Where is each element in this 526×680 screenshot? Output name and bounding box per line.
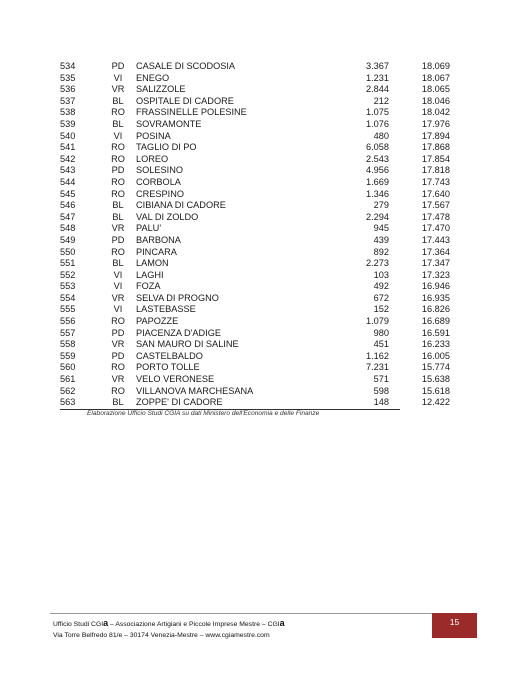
municipality-cell: SOVRAMONTE bbox=[136, 118, 202, 129]
value-cell: 16.591 bbox=[421, 327, 450, 338]
municipality-cell: SOLESINO bbox=[136, 165, 183, 176]
province-cell: VR bbox=[111, 223, 125, 234]
municipality-cell: SAN MAURO DI SALINE bbox=[136, 339, 239, 350]
value-cell: 17.818 bbox=[421, 165, 450, 176]
cgia-logo-letter: a bbox=[103, 618, 109, 628]
source-note: Elaborazione Ufficio Studi CGIA su dati Ministero dell'Economia e delle Finanze bbox=[87, 410, 320, 417]
municipality-cell: CRESPINO bbox=[136, 188, 184, 199]
municipality-cell: VAL DI ZOLDO bbox=[136, 211, 199, 222]
value-cell: 17.347 bbox=[421, 258, 450, 269]
rank-cell: 535 bbox=[60, 72, 76, 83]
value-cell: 16.005 bbox=[421, 350, 450, 361]
province-cell: PD bbox=[111, 61, 125, 71]
value-cell: 17.894 bbox=[421, 130, 450, 141]
table-row bbox=[60, 142, 450, 154]
population-cell: 1.669 bbox=[366, 176, 389, 187]
municipality-cell: FOZA bbox=[136, 281, 161, 292]
table-row bbox=[60, 61, 450, 73]
rank-cell: 558 bbox=[60, 339, 76, 350]
rank-cell: 562 bbox=[60, 385, 76, 396]
table-row bbox=[60, 246, 450, 259]
footer-divider bbox=[50, 613, 432, 614]
table-row bbox=[60, 107, 450, 119]
municipality-cell: OSPITALE DI CADORE bbox=[136, 95, 234, 106]
province-cell: BL bbox=[112, 118, 124, 129]
table-row bbox=[60, 269, 450, 282]
table-row bbox=[60, 200, 450, 212]
value-cell: 17.478 bbox=[421, 211, 450, 222]
footer-line-1 bbox=[53, 618, 285, 630]
population-cell: 598 bbox=[373, 385, 389, 396]
province-cell: PD bbox=[111, 234, 125, 245]
province-cell: BL bbox=[112, 95, 124, 106]
population-cell: 2.273 bbox=[366, 258, 389, 269]
rank-cell: 553 bbox=[60, 281, 76, 292]
municipality-cell: CIBIANA DI CADORE bbox=[136, 200, 226, 211]
table-row bbox=[60, 153, 450, 166]
population-cell: 7.231 bbox=[366, 362, 389, 373]
value-cell: 18.046 bbox=[421, 95, 450, 106]
value-cell: 17.854 bbox=[421, 153, 450, 164]
municipality-cell: PAPOZZE bbox=[136, 316, 179, 327]
province-cell: PD bbox=[111, 327, 125, 338]
value-cell: 15.638 bbox=[421, 374, 450, 385]
table-row bbox=[60, 165, 450, 177]
rank-cell: 542 bbox=[60, 153, 76, 164]
population-cell: 4.956 bbox=[366, 165, 389, 176]
municipality-cell: PINCARA bbox=[136, 246, 177, 257]
province-cell: BL bbox=[112, 211, 124, 222]
table-row bbox=[60, 362, 450, 374]
cgia-logo-letter: a bbox=[279, 618, 285, 628]
municipality-cell: SALIZZOLE bbox=[136, 84, 186, 95]
municipality-cell: VELO VERONESE bbox=[136, 374, 215, 385]
table-row bbox=[60, 304, 450, 316]
table-row bbox=[60, 188, 450, 201]
province-cell: RO bbox=[111, 153, 125, 164]
rank-cell: 540 bbox=[60, 130, 76, 141]
municipality-cell: CORBOLA bbox=[136, 176, 181, 187]
value-cell: 17.640 bbox=[421, 188, 450, 199]
province-cell: RO bbox=[111, 188, 125, 199]
rank-cell: 552 bbox=[60, 269, 76, 280]
municipality-cell: POSINA bbox=[136, 130, 171, 141]
footer bbox=[53, 618, 285, 641]
page-number: 15 bbox=[432, 613, 477, 638]
population-cell: 1.346 bbox=[366, 188, 389, 199]
table-row bbox=[60, 234, 450, 247]
population-cell: 1.079 bbox=[366, 316, 389, 327]
province-cell: RO bbox=[111, 362, 125, 373]
rank-cell: 544 bbox=[60, 176, 76, 187]
rank-cell: 545 bbox=[60, 188, 76, 199]
municipality-cell: LOREO bbox=[136, 153, 169, 164]
population-cell: 212 bbox=[373, 95, 389, 106]
rank-cell: 536 bbox=[60, 84, 76, 95]
footer-org-middle: – Associazione Artigiani e Piccole Imprese Mestre – CGI bbox=[108, 621, 280, 628]
province-cell: VI bbox=[113, 130, 123, 141]
population-cell: 892 bbox=[373, 246, 389, 257]
province-cell: RO bbox=[111, 176, 125, 187]
province-cell: RO bbox=[111, 316, 125, 327]
value-cell: 12.422 bbox=[421, 397, 450, 408]
table-row bbox=[60, 374, 450, 386]
province-cell: VI bbox=[113, 304, 123, 315]
population-cell: 1.075 bbox=[366, 107, 389, 118]
value-cell: 18.067 bbox=[421, 72, 450, 83]
municipality-cell: PORTO TOLLE bbox=[136, 362, 200, 373]
population-cell: 980 bbox=[373, 327, 389, 338]
rank-cell: 559 bbox=[60, 350, 76, 361]
population-cell: 2.844 bbox=[366, 84, 389, 95]
population-cell: 1.162 bbox=[366, 350, 389, 361]
table-row bbox=[60, 339, 450, 351]
municipality-cell: FRASSINELLE POLESINE bbox=[136, 107, 247, 118]
table-row bbox=[60, 292, 450, 305]
population-cell: 1.231 bbox=[366, 72, 389, 83]
province-cell: BL bbox=[112, 397, 124, 408]
province-cell: VR bbox=[111, 84, 125, 95]
table-row bbox=[60, 397, 450, 410]
value-cell: 17.470 bbox=[421, 223, 450, 234]
province-cell: RO bbox=[111, 107, 125, 118]
table-row bbox=[60, 72, 450, 85]
municipality-cell: PALU' bbox=[136, 223, 162, 234]
province-cell: BL bbox=[112, 200, 124, 211]
value-cell: 17.976 bbox=[421, 118, 450, 129]
province-cell: VI bbox=[113, 281, 123, 292]
rank-cell: 541 bbox=[60, 142, 76, 153]
population-cell: 439 bbox=[373, 234, 389, 245]
province-cell: VR bbox=[111, 292, 125, 303]
value-cell: 17.743 bbox=[421, 176, 450, 187]
municipality-cell: TAGLIO DI PO bbox=[136, 142, 197, 153]
value-cell: 18.042 bbox=[421, 107, 450, 118]
value-cell: 17.323 bbox=[421, 269, 450, 280]
province-cell: RO bbox=[111, 246, 125, 257]
municipality-cell: CASALE DI SCODOSIA bbox=[136, 61, 236, 71]
population-cell: 148 bbox=[373, 397, 389, 408]
population-cell: 945 bbox=[373, 223, 389, 234]
table-row bbox=[60, 130, 450, 143]
municipality-cell: LASTEBASSE bbox=[136, 304, 196, 315]
population-cell: 6.058 bbox=[366, 142, 389, 153]
rank-cell: 538 bbox=[60, 107, 76, 118]
province-cell: VI bbox=[113, 72, 123, 83]
municipality-cell: PIACENZA D'ADIGE bbox=[136, 327, 221, 338]
province-cell: BL bbox=[112, 258, 124, 269]
value-cell: 17.868 bbox=[421, 142, 450, 153]
table-row bbox=[60, 258, 450, 270]
footer-line-2: Via Torre Belfredo 81/e – 30174 Venezia-Mestre – www.cgiamestre.com bbox=[53, 632, 270, 639]
population-cell: 2.294 bbox=[366, 211, 389, 222]
population-cell: 103 bbox=[373, 269, 389, 280]
rank-cell: 551 bbox=[60, 258, 76, 269]
value-cell: 16.935 bbox=[421, 292, 450, 303]
rank-cell: 537 bbox=[60, 95, 76, 106]
table-row bbox=[60, 385, 450, 398]
province-cell: VR bbox=[111, 339, 125, 350]
rank-cell: 561 bbox=[60, 374, 76, 385]
population-cell: 480 bbox=[373, 130, 389, 141]
municipality-cell: VILLANOVA MARCHESANA bbox=[136, 385, 254, 396]
population-cell: 2.543 bbox=[366, 153, 389, 164]
province-cell: VR bbox=[111, 374, 125, 385]
rank-cell: 554 bbox=[60, 292, 76, 303]
table-row bbox=[60, 211, 450, 224]
rank-cell: 557 bbox=[60, 327, 76, 338]
population-cell: 492 bbox=[373, 281, 389, 292]
rank-cell: 546 bbox=[60, 200, 76, 211]
municipality-cell: ENEGO bbox=[136, 72, 170, 83]
rank-cell: 543 bbox=[60, 165, 76, 176]
value-cell: 17.443 bbox=[421, 234, 450, 245]
value-cell: 17.567 bbox=[421, 200, 450, 211]
table-row bbox=[60, 223, 450, 235]
rank-cell: 555 bbox=[60, 304, 76, 315]
table-row bbox=[60, 95, 450, 108]
table-row bbox=[60, 327, 450, 340]
footer-org-prefix: Ufficio Studi CGI bbox=[53, 621, 104, 628]
population-cell: 672 bbox=[373, 292, 389, 303]
province-cell: VI bbox=[113, 269, 123, 280]
value-cell: 16.689 bbox=[421, 316, 450, 327]
province-cell: RO bbox=[111, 385, 125, 396]
rank-cell: 560 bbox=[60, 362, 76, 373]
value-cell: 15.774 bbox=[421, 362, 450, 373]
rank-cell: 539 bbox=[60, 118, 76, 129]
population-cell: 451 bbox=[373, 339, 389, 350]
rank-cell: 550 bbox=[60, 246, 76, 257]
table-row bbox=[60, 281, 450, 293]
value-cell: 15.618 bbox=[421, 385, 450, 396]
table-row bbox=[60, 350, 450, 363]
value-cell: 17.364 bbox=[421, 246, 450, 257]
table-row bbox=[60, 118, 450, 131]
value-cell: 18.069 bbox=[421, 61, 450, 71]
municipality-cell: SELVA DI PROGNO bbox=[136, 292, 219, 303]
value-cell: 16.233 bbox=[421, 339, 450, 350]
population-cell: 3.367 bbox=[366, 61, 389, 71]
rank-cell: 547 bbox=[60, 211, 76, 222]
rank-cell: 563 bbox=[60, 397, 76, 408]
province-cell: RO bbox=[111, 142, 125, 153]
municipality-cell: BARBONA bbox=[136, 234, 181, 245]
population-cell: 1.076 bbox=[366, 118, 389, 129]
province-cell: PD bbox=[111, 350, 125, 361]
value-cell: 16.946 bbox=[421, 281, 450, 292]
table-row bbox=[60, 84, 450, 96]
value-cell: 18.065 bbox=[421, 84, 450, 95]
rank-cell: 534 bbox=[60, 61, 76, 71]
province-cell: PD bbox=[111, 165, 125, 176]
table-row bbox=[60, 176, 450, 189]
value-cell: 16.826 bbox=[421, 304, 450, 315]
municipality-cell: ZOPPE' DI CADORE bbox=[136, 397, 223, 408]
municipality-cell: LAGHI bbox=[136, 269, 164, 280]
population-cell: 571 bbox=[373, 374, 389, 385]
table-row bbox=[60, 316, 450, 328]
rank-cell: 556 bbox=[60, 316, 76, 327]
population-cell: 152 bbox=[373, 304, 389, 315]
ranking-table bbox=[60, 61, 450, 410]
rank-cell: 548 bbox=[60, 223, 76, 234]
population-cell: 279 bbox=[373, 200, 389, 211]
rank-cell: 549 bbox=[60, 234, 76, 245]
municipality-cell: LAMON bbox=[136, 258, 169, 269]
municipality-cell: CASTELBALDO bbox=[136, 350, 203, 361]
